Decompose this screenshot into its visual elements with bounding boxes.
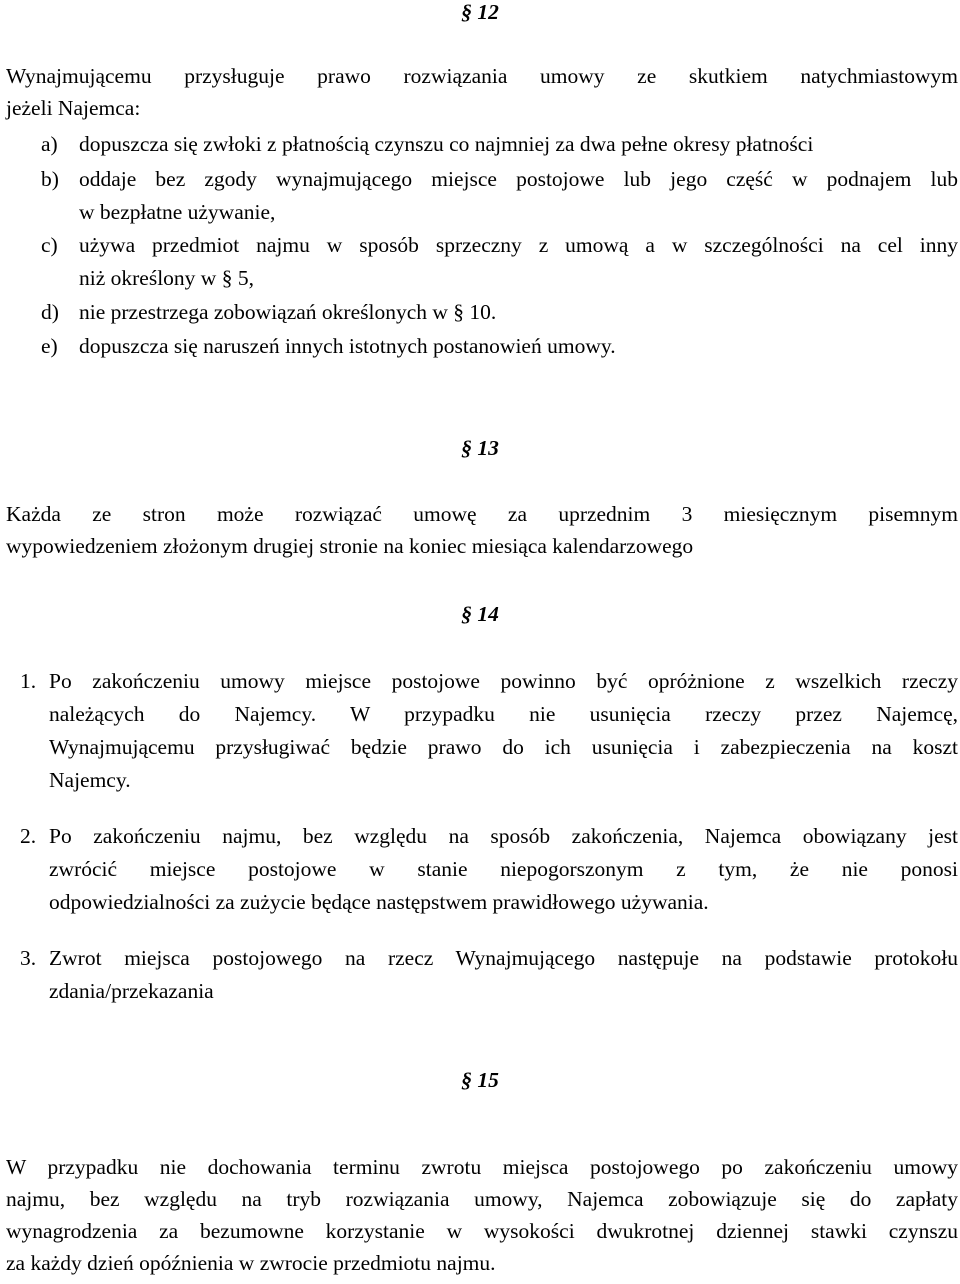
text-line: używa przedmiot najmu w sposób sprzeczny z umową a w szczególności na cel inny (79, 233, 958, 257)
section-13-paragraph (6, 498, 958, 562)
text-line: Zwrot miejsca postojowego na rzecz Wynajmującego następuje na podstawie protokołu (49, 946, 958, 970)
text-line: należących do Najemcy. W przypadku nie usunięcia rzeczy przez Najemcę, (49, 702, 958, 726)
list-marker: 3. (20, 946, 37, 970)
list-marker: 2. (20, 824, 37, 848)
list-marker: c) (41, 233, 58, 257)
section-12-intro (6, 60, 958, 124)
list-marker: b) (41, 167, 59, 191)
text-line: wypowiedzeniem złożonym drugiej stronie na koniec miesiąca kalendarzowego (6, 534, 694, 558)
text-line: Wynajmującemu przysługuje prawo rozwiązania umowy ze skutkiem natychmiastowym (6, 64, 958, 88)
section-14-heading: § 14 (461, 602, 499, 626)
section-15-paragraph (6, 1151, 958, 1279)
section-13-heading: § 13 (461, 436, 499, 460)
text-line: Po zakończeniu najmu, bez względu na sposób zakończenia, Najemca obowiązany jest (49, 824, 958, 848)
list-marker: 1. (20, 669, 37, 693)
text-line: Wynajmującemu przysługiwać będzie prawo do ich usunięcia i zabezpieczenia na koszt (49, 735, 958, 759)
text-line: Po zakończeniu umowy miejsce postojowe powinno być opróżnione z wszelkich rzeczy (49, 669, 958, 693)
text-line: za każdy dzień opóźnienia w zwrocie przedmiotu najmu. (6, 1251, 496, 1275)
list-marker: d) (41, 300, 59, 324)
text-line: odpowiedzialności za zużycie będące następstwem prawidłowego używania. (49, 890, 709, 914)
text-line: w bezpłatne używanie, (79, 200, 276, 224)
list-marker: a) (41, 132, 58, 156)
text-line: dopuszcza się naruszeń innych istotnych postanowień umowy. (79, 334, 616, 358)
text-line: zwrócić miejsce postojowe w stanie niepogorszonym z tym, że nie ponosi (49, 857, 958, 881)
text-line: najmu, bez względu na tryb rozwiązania umowy, Najemca zobowiązuje się do zapłaty (6, 1187, 958, 1211)
list-item (20, 665, 958, 797)
text-line: niż określony w § 5, (79, 266, 254, 290)
list-marker: e) (41, 334, 58, 358)
text-line: dopuszcza się zwłoki z płatnością czynszu co najmniej za dwa pełne okresy płatności (79, 132, 814, 156)
text-line: Najemcy. (49, 768, 131, 792)
list-item (20, 820, 958, 920)
list-item (41, 229, 958, 293)
list-item (41, 163, 958, 227)
text-line: jeżeli Najemca: (6, 96, 141, 120)
section-12-heading: § 12 (461, 0, 499, 24)
text-line: Każda ze stron może rozwiązać umowę za uprzednim 3 miesięcznym pisemnym (6, 502, 958, 526)
text-line: wynagrodzenia za bezumowne korzystanie w wysokości dwukrotnej dziennej stawki czynszu (6, 1219, 958, 1243)
text-line: W przypadku nie dochowania terminu zwrotu miejsca postojowego po zakończeniu umowy (6, 1155, 958, 1179)
text-line: nie przestrzega zobowiązań określonych w § 10. (79, 300, 497, 324)
section-15-heading: § 15 (461, 1068, 499, 1092)
list-item (20, 942, 958, 1008)
text-line: oddaje bez zgody wynajmującego miejsce postojowe lub jego część w podnajem lub (79, 167, 958, 191)
text-line: zdania/przekazania (49, 979, 214, 1003)
